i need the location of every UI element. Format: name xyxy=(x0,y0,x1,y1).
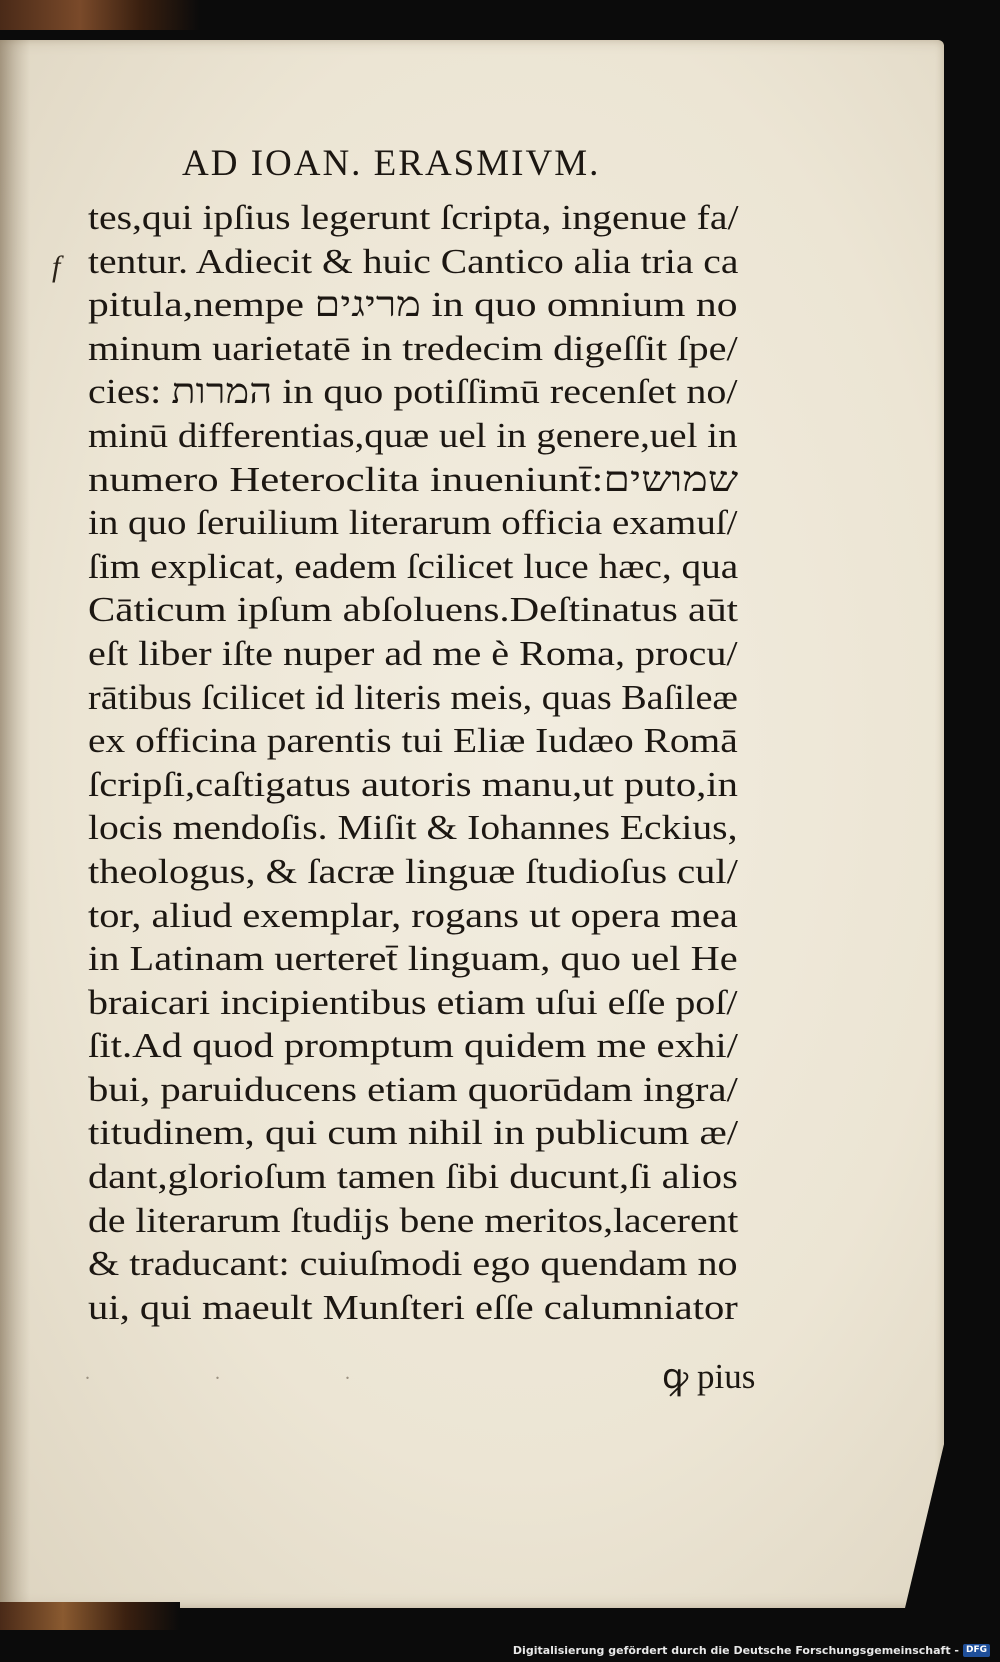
text-line: minum uarietatē in tredecim digeſſit ſpe/ xyxy=(88,328,738,368)
text-line: rātibus ſcilicet id literis meis, quas Baſileæ xyxy=(88,677,738,717)
text-line: numero Heteroclita inueniunt̄:שמושים xyxy=(88,459,739,499)
text-line: theologus, & ſacræ linguæ ſtudioſus cul/ xyxy=(88,851,738,891)
text-line: Cāticum ipſum abſoluens.Deſtinatus aūt xyxy=(88,590,739,630)
margin-mark: f xyxy=(52,250,61,283)
text-line: dant,glorioſum tamen ſibi ducunt,ſi alios xyxy=(88,1157,738,1197)
text-line: cies: המרות in quo potiſſimū recenſet no/ xyxy=(88,372,738,412)
text-line: in quo ſeruilium literarum officia examuſ/ xyxy=(88,503,738,543)
text-line: eſt liber iſte nuper ad me è Roma, procu/ xyxy=(88,633,738,673)
text-line: ſit.Ad quod promptum quidem me exhi/ xyxy=(88,1026,739,1066)
digitization-credit xyxy=(513,1644,990,1657)
text-line: bui, paruiducens etiam quorūdam ingra/ xyxy=(88,1069,738,1109)
text-line: ſcripſi,caſtigatus autoris manu,ut puto,in xyxy=(88,764,738,804)
text-block xyxy=(88,196,788,1329)
binding-edge-top xyxy=(0,0,200,30)
catchword: ꝙ pius xyxy=(662,1357,756,1396)
text-line: de literarum ſtudijs bene meritos,lacerent xyxy=(88,1200,739,1240)
binding-edge-bottom xyxy=(0,1602,180,1630)
text-line: in Latinam uerteret̄ linguam, quo uel He xyxy=(88,939,738,979)
text-line: ui, qui maeult Munſteri eſſe calumniator xyxy=(88,1287,738,1327)
text-line: titudinem, qui cum nihil in publicum æ/ xyxy=(88,1113,739,1153)
text-line: ſim explicat, eadem ſcilicet luce hæc, qua xyxy=(88,546,739,586)
text-line: ex officina parentis tui Eliæ Iudæo Romā xyxy=(88,721,738,761)
text-line: tentur. Adiecit & huic Cantico alia tria ca xyxy=(88,241,739,281)
text-line: tor, aliud exemplar, rogans ut opera mea xyxy=(88,895,738,935)
text-line: locis mendoſis. Miſit & Iohannes Eckius, xyxy=(88,808,738,848)
text-line: pitula,nempe מריגים in quo omnium no xyxy=(88,285,738,325)
paper-specks: . . . xyxy=(85,1362,410,1384)
dfg-logo: DFG xyxy=(963,1644,990,1657)
text-line: & traducant: cuiuſmodi ego quendam no xyxy=(88,1244,738,1284)
text-line: tes,qui ipſius legerunt ſcripta, ingenue fa/ xyxy=(88,198,739,237)
gutter-shadow xyxy=(0,40,30,1608)
credit-text: Digitalisierung gefördert durch die Deutsche Forschungsgemeinschaft - xyxy=(512,1644,959,1657)
text-line: braicari incipientibus etiam uſui eſſe poſ/ xyxy=(88,982,738,1022)
running-head: AD IOAN. ERASMIVM. xyxy=(182,143,601,184)
text-line: minū differentias,quæ uel in genere,uel in xyxy=(88,415,738,455)
